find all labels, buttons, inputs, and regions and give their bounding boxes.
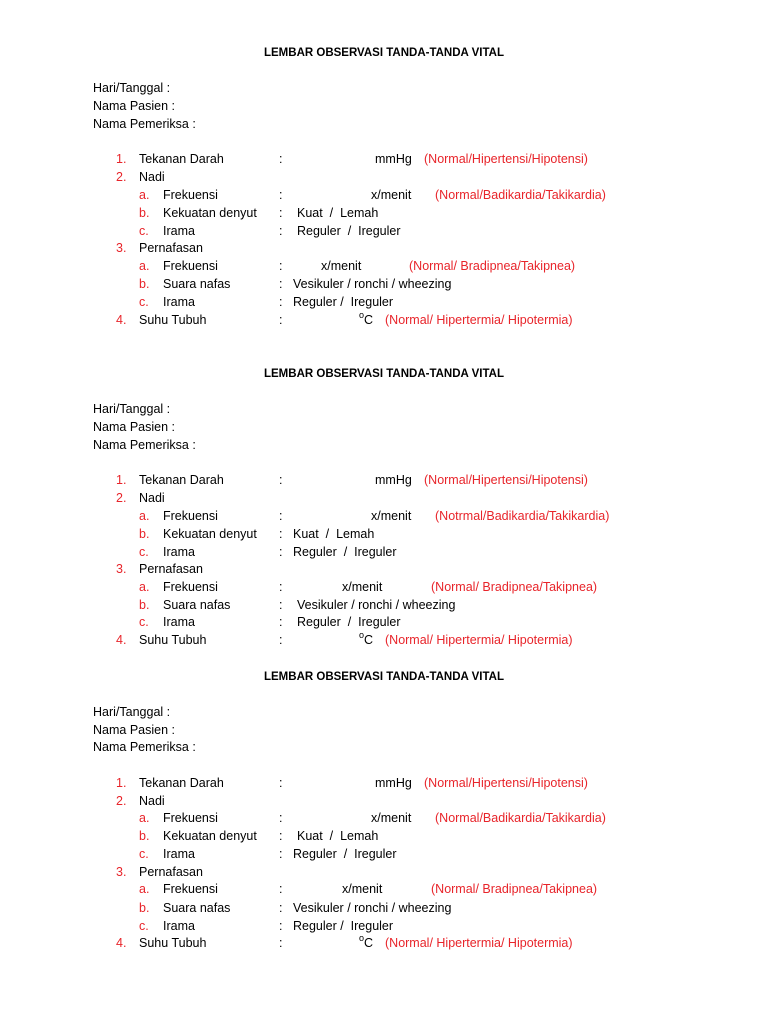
suara-nafas-options: Vesikuler / ronchi / wheezing (297, 598, 456, 612)
pernafasan-frekuensi-label: Frekuensi (163, 580, 218, 594)
suhu-tubuh-label: Suhu Tubuh (139, 313, 207, 327)
nadi-label: Nadi (139, 794, 165, 808)
nadi-irama-options: Reguler / Ireguler (293, 847, 397, 861)
tekanan-darah-label: Tekanan Darah (139, 776, 224, 790)
pernafasan-frekuensi-category: (Normal/ Bradipnea/Takipnea) (431, 882, 598, 896)
kekuatan-denyut-colon: : (279, 829, 283, 843)
pernafasan-irama-options: Reguler / Ireguler (293, 295, 394, 309)
pernafasan-irama-label: Irama (163, 295, 195, 309)
item-number-3: 3. (116, 241, 127, 255)
pernafasan-frekuensi-unit: x/menit (342, 580, 383, 594)
tekanan-darah-category: (Normal/Hipertensi/Hipotensi) (424, 152, 588, 166)
celsius-unit: C (364, 936, 374, 950)
tekanan-darah-colon: : (279, 776, 283, 790)
item-number-2: 2. (116, 794, 127, 808)
subitem-b: b. (139, 829, 150, 843)
subitem-a: a. (139, 259, 150, 273)
pernafasan-irama-options: Reguler / Ireguler (297, 615, 401, 629)
tekanan-darah-unit: mmHg (375, 152, 412, 166)
subitem-c: c. (139, 224, 149, 238)
form-title: LEMBAR OBSERVASI TANDA-TANDA VITAL (263, 47, 504, 59)
suhu-tubuh-unit (359, 932, 374, 951)
form-title: LEMBAR OBSERVASI TANDA-TANDA VITAL (263, 671, 504, 683)
nadi-frekuensi-category: (Normal/Badikardia/Takikardia) (435, 188, 606, 202)
suhu-tubuh-unit (359, 309, 374, 328)
pernafasan-frekuensi-colon: : (279, 580, 283, 594)
suhu-tubuh-category: (Normal/ Hipertermia/ Hipotermia) (385, 936, 573, 950)
nadi-irama-colon: : (279, 224, 283, 238)
kekuatan-denyut-label: Kekuatan denyut (163, 829, 257, 843)
hari-tanggal-label: Hari/Tanggal : (93, 705, 171, 719)
item-number-4: 4. (116, 313, 127, 327)
subitem-b: b. (139, 206, 150, 220)
kekuatan-denyut-options: Kuat / Lemah (293, 527, 375, 541)
item-number-1: 1. (116, 152, 127, 166)
pernafasan-frekuensi-category: (Normal/ Bradipnea/Takipnea) (431, 580, 598, 594)
pernafasan-frekuensi-label: Frekuensi (163, 259, 218, 273)
nadi-frekuensi-label: Frekuensi (163, 509, 218, 523)
tekanan-darah-colon: : (279, 152, 283, 166)
nama-pemeriksa-label: Nama Pemeriksa : (93, 740, 196, 754)
pernafasan-label: Pernafasan (139, 865, 203, 879)
hari-tanggal-label: Hari/Tanggal : (93, 81, 171, 95)
nadi-frekuensi-colon: : (279, 188, 283, 202)
suhu-tubuh-colon: : (279, 313, 283, 327)
nadi-irama-options: Reguler / Ireguler (293, 545, 397, 559)
item-number-1: 1. (116, 776, 127, 790)
suara-nafas-colon: : (279, 901, 283, 915)
suara-nafas-colon: : (279, 598, 283, 612)
hari-tanggal-label: Hari/Tanggal : (93, 402, 171, 416)
pernafasan-frekuensi-label: Frekuensi (163, 882, 218, 896)
kekuatan-denyut-colon: : (279, 206, 283, 220)
item-number-4: 4. (116, 633, 127, 647)
pernafasan-irama-colon: : (279, 615, 283, 629)
suara-nafas-label: Suara nafas (163, 598, 231, 612)
nadi-irama-colon: : (279, 847, 283, 861)
item-number-2: 2. (116, 491, 127, 505)
subitem-a: a. (139, 811, 150, 825)
tekanan-darah-colon: : (279, 473, 283, 487)
tekanan-darah-unit: mmHg (375, 473, 412, 487)
pernafasan-frekuensi-unit: x/menit (342, 882, 383, 896)
item-number-1: 1. (116, 473, 127, 487)
suhu-tubuh-unit (359, 629, 374, 648)
suara-nafas-options: Vesikuler / ronchi / wheezing (293, 901, 452, 915)
suara-nafas-options: Vesikuler / ronchi / wheezing (293, 277, 452, 291)
nadi-frekuensi-unit: x/menit (371, 188, 412, 202)
item-number-3: 3. (116, 865, 127, 879)
nadi-label: Nadi (139, 170, 165, 184)
pernafasan-irama-label: Irama (163, 615, 195, 629)
subitem-b: b. (139, 598, 150, 612)
nadi-frekuensi-label: Frekuensi (163, 188, 218, 202)
subitem-b: b. (139, 527, 150, 541)
subitem-a: a. (139, 509, 150, 523)
suara-nafas-colon: : (279, 277, 283, 291)
subitem-c: c. (139, 847, 149, 861)
tekanan-darah-label: Tekanan Darah (139, 473, 224, 487)
pernafasan-irama-options: Reguler / Ireguler (293, 919, 394, 933)
kekuatan-denyut-options: Kuat / Lemah (297, 206, 379, 220)
nadi-label: Nadi (139, 491, 165, 505)
tekanan-darah-label: Tekanan Darah (139, 152, 224, 166)
subitem-b: b. (139, 277, 150, 291)
nadi-irama-label: Irama (163, 224, 195, 238)
suara-nafas-label: Suara nafas (163, 901, 231, 915)
pernafasan-label: Pernafasan (139, 241, 203, 255)
subitem-b: b. (139, 901, 150, 915)
item-number-3: 3. (116, 562, 127, 576)
item-number-2: 2. (116, 170, 127, 184)
nadi-irama-options: Reguler / Ireguler (297, 224, 401, 238)
kekuatan-denyut-label: Kekuatan denyut (163, 206, 257, 220)
subitem-a: a. (139, 882, 150, 896)
kekuatan-denyut-options: Kuat / Lemah (297, 829, 379, 843)
nadi-frekuensi-unit: x/menit (371, 509, 412, 523)
nama-pemeriksa-label: Nama Pemeriksa : (93, 438, 196, 452)
celsius-unit: C (364, 633, 374, 647)
nadi-frekuensi-colon: : (279, 811, 283, 825)
degree-symbol: o (359, 629, 365, 640)
nama-pasien-label: Nama Pasien : (93, 723, 175, 737)
tekanan-darah-category: (Normal/Hipertensi/Hipotensi) (424, 776, 588, 790)
item-number-4: 4. (116, 936, 127, 950)
tekanan-darah-category: (Normal/Hipertensi/Hipotensi) (424, 473, 588, 487)
pernafasan-frekuensi-colon: : (279, 882, 283, 896)
nadi-irama-label: Irama (163, 545, 195, 559)
nadi-frekuensi-label: Frekuensi (163, 811, 218, 825)
pernafasan-frekuensi-colon: : (279, 259, 283, 273)
tekanan-darah-unit: mmHg (375, 776, 412, 790)
nama-pemeriksa-label: Nama Pemeriksa : (93, 117, 196, 131)
pernafasan-frekuensi-category: (Normal/ Bradipnea/Takipnea) (409, 259, 576, 273)
kekuatan-denyut-label: Kekuatan denyut (163, 527, 257, 541)
suhu-tubuh-label: Suhu Tubuh (139, 936, 207, 950)
pernafasan-irama-label: Irama (163, 919, 195, 933)
nadi-frekuensi-category: (Notrmal/Badikardia/Takikardia) (435, 509, 610, 523)
degree-symbol: o (359, 932, 365, 943)
nama-pasien-label: Nama Pasien : (93, 420, 175, 434)
pernafasan-irama-colon: : (279, 295, 283, 309)
subitem-c: c. (139, 615, 149, 629)
suhu-tubuh-colon: : (279, 633, 283, 647)
kekuatan-denyut-colon: : (279, 527, 283, 541)
suhu-tubuh-label: Suhu Tubuh (139, 633, 207, 647)
degree-symbol: o (359, 309, 365, 320)
form-title: LEMBAR OBSERVASI TANDA-TANDA VITAL (263, 368, 504, 380)
celsius-unit: C (364, 313, 374, 327)
subitem-c: c. (139, 295, 149, 309)
nadi-frekuensi-colon: : (279, 509, 283, 523)
suhu-tubuh-category: (Normal/ Hipertermia/ Hipotermia) (385, 313, 573, 327)
suhu-tubuh-category: (Normal/ Hipertermia/ Hipotermia) (385, 633, 573, 647)
subitem-c: c. (139, 919, 149, 933)
nadi-irama-colon: : (279, 545, 283, 559)
pernafasan-irama-colon: : (279, 919, 283, 933)
subitem-a: a. (139, 580, 150, 594)
nadi-irama-label: Irama (163, 847, 195, 861)
subitem-a: a. (139, 188, 150, 202)
nadi-frekuensi-unit: x/menit (371, 811, 412, 825)
suara-nafas-label: Suara nafas (163, 277, 231, 291)
suhu-tubuh-colon: : (279, 936, 283, 950)
pernafasan-frekuensi-unit: x/menit (321, 259, 362, 273)
nama-pasien-label: Nama Pasien : (93, 99, 175, 113)
subitem-c: c. (139, 545, 149, 559)
nadi-frekuensi-category: (Normal/Badikardia/Takikardia) (435, 811, 606, 825)
pernafasan-label: Pernafasan (139, 562, 203, 576)
